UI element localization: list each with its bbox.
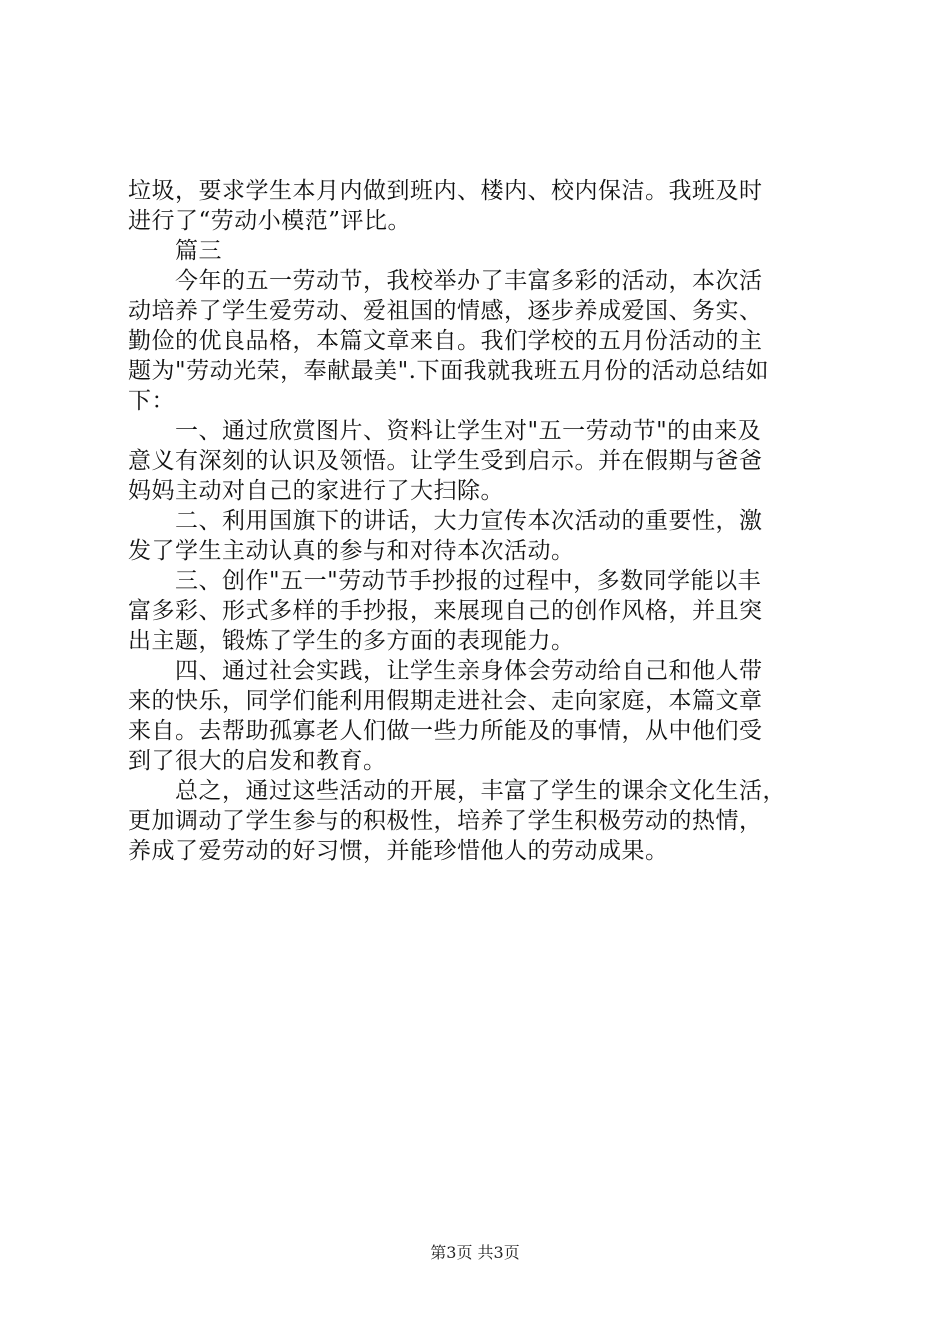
text-line: 富多彩、形式多样的手抄报，来展现自己的创作风格，并且突 — [128, 598, 763, 624]
text-line: 出主题，锻炼了学生的多方面的表现能力。 — [128, 628, 575, 654]
text-line: 勤俭的优良品格，本篇文章来自。我们学校的五月份活动的主 — [128, 328, 763, 354]
text-line: 今年的五一劳动节，我校举办了丰富多彩的活动，本次活 — [175, 268, 763, 294]
page-number-footer: 第3页 共3页 — [430, 1243, 520, 1262]
text-line: 到了很大的启发和教育。 — [128, 748, 387, 774]
text-line: 来自。去帮助孤寡老人们做一些力所能及的事情，从中他们受 — [128, 718, 763, 744]
text-line: 更加调动了学生参与的积极性，培养了学生积极劳动的热情， — [128, 808, 763, 834]
text-line: 一、通过欣赏图片、资料让学生对"五一劳动节"的由来及 — [175, 418, 762, 444]
text-line: 动培养了学生爱劳动、爱祖国的情感，逐步养成爱国、务实、 — [128, 298, 763, 324]
text-line: 来的快乐，同学们能利用假期走进社会、走向家庭，本篇文章 — [128, 688, 763, 714]
text-line: 三、创作"五一"劳动节手抄报的过程中，多数同学能以丰 — [175, 568, 762, 594]
section-heading: 篇三 — [175, 238, 222, 264]
text-line: 题为"劳动光荣，奉献最美".下面我就我班五月份的活动总结如 — [128, 358, 769, 384]
text-line: 总之，通过这些活动的开展，丰富了学生的课余文化生活， — [175, 778, 786, 804]
text-line: 发了学生主动认真的参与和对待本次活动。 — [128, 538, 575, 564]
text-line: 妈妈主动对自己的家进行了大扫除。 — [128, 478, 504, 504]
text-line: 进行了“劳动小模范”评比。 — [128, 208, 412, 234]
text-line: 下： — [128, 388, 175, 414]
text-line: 垃圾，要求学生本月内做到班内、楼内、校内保洁。我班及时 — [128, 178, 763, 204]
text-line: 四、通过社会实践，让学生亲身体会劳动给自己和他人带 — [175, 658, 763, 684]
text-line: 意义有深刻的认识及领悟。让学生受到启示。并在假期与爸爸 — [128, 448, 763, 474]
text-line: 二、利用国旗下的讲话，大力宣传本次活动的重要性，激 — [175, 508, 763, 534]
document-body — [128, 176, 828, 866]
text-line: 养成了爱劳动的好习惯，并能珍惜他人的劳动成果。 — [128, 838, 669, 864]
